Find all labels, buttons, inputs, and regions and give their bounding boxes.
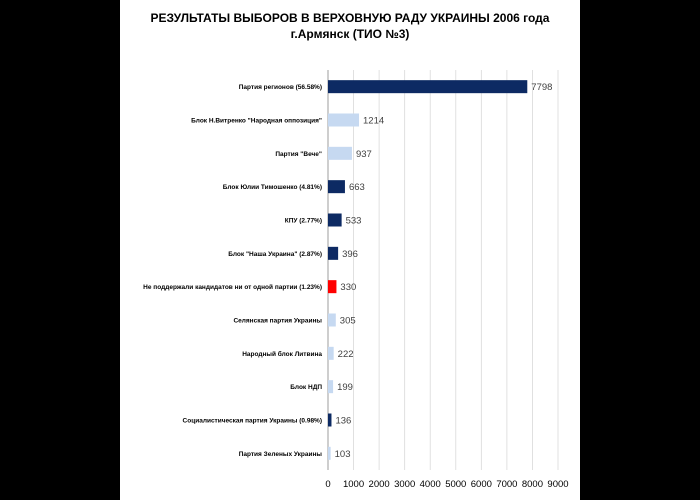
data-label: 396	[342, 248, 358, 260]
category-label: Партия регионов (56.58%)	[238, 84, 322, 92]
bar	[328, 347, 334, 360]
bar	[328, 180, 345, 193]
x-tick-label: 9000	[547, 479, 569, 490]
category-label: Не поддержали кандидатов ни от одной партии (1.23%)	[143, 284, 322, 292]
category-label: КПУ (2.77%)	[284, 217, 322, 225]
data-label: 199	[337, 382, 353, 394]
data-label: 533	[345, 215, 362, 227]
data-label: 136	[335, 415, 352, 427]
chart-title-line: РЕЗУЛЬТАТЫ ВЫБОРОВ В ВЕРХОВНУЮ РАДУ УКРАИНЫ 2006 года	[150, 11, 550, 25]
x-tick-label: 4000	[419, 479, 441, 490]
data-label: 7798	[531, 82, 553, 94]
bar	[328, 447, 331, 460]
bar	[328, 114, 359, 127]
x-tick-label: 5000	[445, 479, 467, 490]
x-tick-label: 3000	[394, 479, 416, 490]
x-tick-label: 6000	[470, 479, 492, 490]
category-label: Селянская партия Украины	[233, 317, 322, 325]
category-label: Социалистическая партия Украины (0.98%)	[182, 417, 322, 425]
x-tick-label: 7000	[496, 479, 518, 490]
chart-slide	[120, 0, 580, 500]
bar	[328, 314, 336, 327]
data-label: 222	[337, 348, 354, 360]
category-label: Блок НДП	[290, 384, 322, 392]
x-tick-label: 1000	[342, 479, 365, 490]
x-tick-label: 8000	[521, 479, 544, 490]
category-label: Народный блок Литвина	[242, 350, 322, 358]
bar	[328, 80, 527, 93]
data-label: 103	[334, 448, 351, 460]
data-label: 937	[355, 148, 372, 160]
bar	[328, 147, 352, 160]
category-label: Блок "Наша Украина" (2.87%)	[228, 250, 322, 258]
category-label: Блок Юлии Тимошенко (4.81%)	[222, 184, 322, 192]
data-label: 330	[340, 282, 357, 294]
data-label: 1214	[363, 115, 385, 127]
category-label: Партия Зеленых Украины	[238, 450, 322, 458]
bar	[328, 380, 333, 393]
bar-chart	[120, 0, 580, 500]
bar	[328, 280, 336, 293]
bar	[328, 247, 338, 260]
chart-subtitle-line: г.Армянск (ТИО №3)	[290, 27, 410, 41]
x-tick-label: 0	[325, 479, 331, 490]
bar	[328, 414, 331, 427]
data-label: 305	[339, 315, 356, 327]
category-label: Партия "Вече"	[275, 150, 322, 158]
category-label: Блок Н.Витренко "Народная оппозиция"	[191, 117, 322, 125]
x-tick-label: 2000	[368, 479, 390, 490]
bar	[328, 214, 342, 227]
data-label: 663	[348, 182, 365, 194]
